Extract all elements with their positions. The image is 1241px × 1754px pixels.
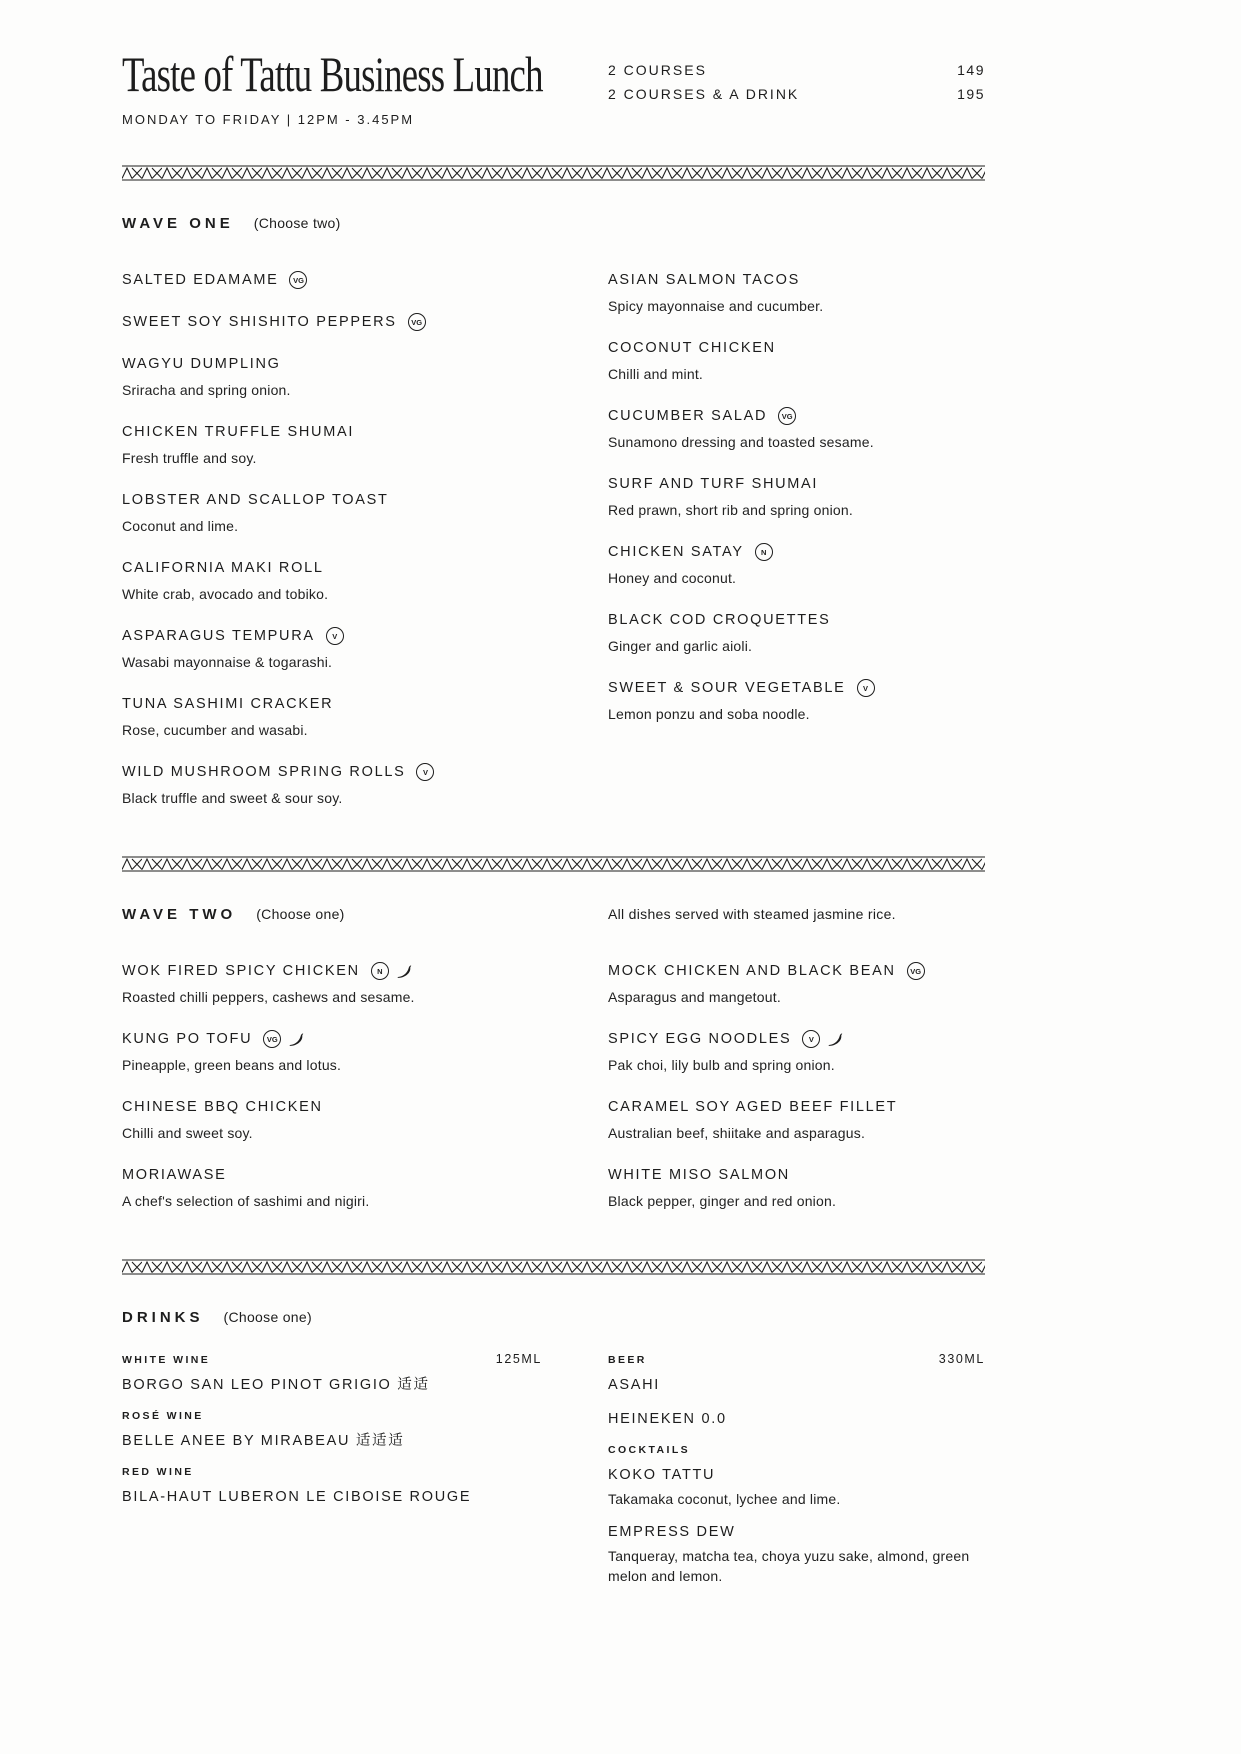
drink-group bbox=[122, 1352, 542, 1396]
decorative-wave-border bbox=[122, 1259, 985, 1275]
dish-description: Sriracha and spring onion. bbox=[122, 382, 291, 398]
drink-column bbox=[122, 1352, 542, 1522]
dish-name-row bbox=[122, 354, 542, 374]
section-wave-one bbox=[122, 215, 985, 830]
dietary-badge: VG bbox=[289, 271, 307, 289]
drink-name: BELLE ANEE BY MIRABEAU 适适适 bbox=[122, 1433, 405, 1449]
dish-name: SPICY EGG NOODLES bbox=[608, 1031, 792, 1047]
menu-item bbox=[122, 961, 542, 1007]
dish-name-row bbox=[122, 762, 542, 782]
menu-item bbox=[122, 354, 542, 400]
dish-description: Pineapple, green beans and lotus. bbox=[122, 1057, 342, 1073]
dish-name: SURF AND TURF SHUMAI bbox=[608, 476, 819, 492]
section-title: DRINKS bbox=[122, 1309, 204, 1326]
dish-name: BLACK COD CROQUETTES bbox=[608, 612, 831, 628]
menu-item bbox=[122, 1097, 542, 1143]
drink-description: Takamaka coconut, lychee and lime. bbox=[608, 1491, 841, 1507]
section-title-row bbox=[122, 906, 542, 923]
dish-name-row bbox=[608, 1165, 985, 1185]
chilli-icon bbox=[288, 1031, 304, 1047]
menu-item bbox=[608, 610, 985, 656]
drink-group-header bbox=[608, 1444, 985, 1456]
menu-item bbox=[122, 1029, 542, 1075]
dish-description: Chilli and mint. bbox=[608, 366, 704, 382]
dish-name-row bbox=[608, 678, 985, 698]
dish-description: Roasted chilli peppers, cashews and sesame. bbox=[122, 989, 415, 1005]
dietary-badge: VG bbox=[408, 313, 426, 331]
dish-name: WHITE MISO SALMON bbox=[608, 1167, 790, 1183]
wave-pattern-icon bbox=[122, 856, 985, 872]
dish-description: Lemon ponzu and soba noodle. bbox=[608, 706, 810, 722]
drink-column bbox=[608, 1352, 985, 1600]
drink-group-header bbox=[122, 1352, 542, 1366]
dish-description: Black pepper, ginger and red onion. bbox=[608, 1193, 837, 1209]
drink-item bbox=[122, 1431, 542, 1452]
dish-description: Pak choi, lily bulb and spring onion. bbox=[608, 1057, 835, 1073]
dietary-badge: VG bbox=[263, 1030, 281, 1048]
dish-name: SALTED EDAMAME bbox=[122, 272, 279, 288]
header bbox=[122, 46, 985, 127]
drink-name: ASAHI bbox=[608, 1377, 661, 1393]
dietary-badge: N bbox=[755, 543, 773, 561]
dietary-badge: N bbox=[371, 962, 389, 980]
drink-name: EMPRESS DEW bbox=[608, 1524, 736, 1540]
dish-name: MORIAWASE bbox=[122, 1167, 227, 1183]
chilli-icon bbox=[396, 963, 412, 979]
serving-size-label: 125ML bbox=[495, 1352, 542, 1366]
dish-name: CALIFORNIA MAKI ROLL bbox=[122, 560, 324, 576]
dish-name: WAGYU DUMPLING bbox=[122, 356, 281, 372]
menu-item bbox=[122, 762, 542, 808]
menu-item bbox=[122, 1165, 542, 1211]
section-hint: (Choose one) bbox=[256, 906, 345, 922]
price-row bbox=[608, 86, 985, 102]
price-label: 2 COURSES & A DRINK bbox=[608, 86, 800, 102]
section-header bbox=[122, 1309, 985, 1326]
drink-group bbox=[122, 1410, 542, 1452]
menu-item bbox=[608, 406, 985, 452]
dish-name-row bbox=[122, 312, 542, 332]
dish-name-row bbox=[122, 422, 542, 442]
dish-name-row bbox=[122, 1097, 542, 1117]
section-header bbox=[122, 215, 985, 232]
menu-item bbox=[608, 542, 985, 588]
dish-name-row bbox=[122, 961, 542, 981]
drink-group bbox=[608, 1444, 985, 1586]
dish-name-row bbox=[608, 474, 985, 494]
dish-name: SWEET & SOUR VEGETABLE bbox=[608, 680, 846, 696]
dish-name: KUNG PO TOFU bbox=[122, 1031, 253, 1047]
menu-item bbox=[122, 312, 542, 332]
price-row bbox=[608, 62, 985, 78]
dish-name-row bbox=[122, 1029, 542, 1049]
dish-name: CHICKEN SATAY bbox=[608, 544, 744, 560]
section-title-row bbox=[122, 1309, 542, 1326]
dietary-badge: V bbox=[802, 1030, 820, 1048]
dish-name-row bbox=[608, 961, 985, 981]
menu-item bbox=[608, 1029, 985, 1075]
drink-item bbox=[608, 1409, 985, 1430]
menu-item bbox=[122, 490, 542, 536]
dish-name: ASIAN SALMON TACOS bbox=[608, 272, 801, 288]
dish-name-row bbox=[608, 270, 985, 290]
drink-category-label: BEER bbox=[608, 1354, 647, 1366]
dish-name: CHICKEN TRUFFLE SHUMAI bbox=[122, 424, 355, 440]
title-block bbox=[122, 46, 608, 127]
dish-description: Ginger and garlic aioli. bbox=[608, 638, 753, 654]
dish-column bbox=[608, 270, 985, 746]
section-note: All dishes served with steamed jasmine rice. bbox=[608, 906, 896, 922]
menu-content bbox=[122, 0, 985, 1600]
menu-item bbox=[608, 678, 985, 724]
dish-column bbox=[122, 961, 542, 1233]
dish-name: TUNA SASHIMI CRACKER bbox=[122, 696, 334, 712]
drink-item bbox=[122, 1487, 542, 1508]
dish-description: Spicy mayonnaise and cucumber. bbox=[608, 298, 824, 314]
drink-name: BILA-HAUT LUBERON LE CIBOISE ROUGE bbox=[122, 1489, 472, 1505]
pricing-block bbox=[608, 50, 985, 110]
dish-columns bbox=[122, 961, 985, 1233]
drink-category-label: ROSÉ WINE bbox=[122, 1410, 204, 1422]
dish-name: ASPARAGUS TEMPURA bbox=[122, 628, 315, 644]
dish-description: A chef's selection of sashimi and nigiri. bbox=[122, 1193, 370, 1209]
wave-pattern-icon bbox=[122, 165, 985, 181]
dish-name-row bbox=[608, 406, 985, 426]
menu-item bbox=[608, 1165, 985, 1211]
dish-name: WILD MUSHROOM SPRING ROLLS bbox=[122, 764, 406, 780]
dish-name-row bbox=[122, 694, 542, 714]
dietary-badge: V bbox=[416, 763, 434, 781]
dish-name: WOK FIRED SPICY CHICKEN bbox=[122, 963, 360, 979]
drink-name: BORGO SAN LEO PINOT GRIGIO 适适 bbox=[122, 1377, 430, 1393]
menu-item bbox=[608, 961, 985, 1007]
drink-item bbox=[608, 1522, 985, 1586]
drink-group-header bbox=[122, 1466, 542, 1478]
dish-description: Wasabi mayonnaise & togarashi. bbox=[122, 654, 333, 670]
dish-name-row bbox=[122, 490, 542, 510]
chilli-icon bbox=[827, 1031, 843, 1047]
drink-group bbox=[608, 1352, 985, 1430]
drink-category-label: RED WINE bbox=[122, 1466, 194, 1478]
drink-item bbox=[608, 1465, 985, 1509]
dish-column bbox=[608, 961, 985, 1233]
menu-item bbox=[608, 270, 985, 316]
section-title: WAVE ONE bbox=[122, 215, 234, 232]
dietary-badge: VG bbox=[778, 407, 796, 425]
menu-item bbox=[608, 474, 985, 520]
menu-item bbox=[122, 694, 542, 740]
dish-description: Coconut and lime. bbox=[122, 518, 239, 534]
dish-name-row bbox=[608, 338, 985, 358]
section-title: WAVE TWO bbox=[122, 906, 237, 923]
dish-name: CARAMEL SOY AGED BEEF FILLET bbox=[608, 1099, 898, 1115]
wave-pattern-icon bbox=[122, 1259, 985, 1275]
price-value: 195 bbox=[957, 86, 985, 102]
dish-name-row bbox=[608, 1097, 985, 1117]
drink-item bbox=[122, 1375, 542, 1396]
section-drinks bbox=[122, 1309, 985, 1600]
dish-name-row bbox=[608, 542, 985, 562]
drink-group-header bbox=[122, 1410, 542, 1422]
dish-name-row bbox=[608, 1029, 985, 1049]
dish-name-row bbox=[608, 610, 985, 630]
section-hint: (Choose one) bbox=[223, 1309, 312, 1325]
dish-name-row bbox=[122, 270, 542, 290]
section-wave-two bbox=[122, 906, 985, 1233]
drink-name: HEINEKEN 0.0 bbox=[608, 1411, 727, 1427]
price-label: 2 COURSES bbox=[608, 62, 707, 78]
dish-name: SWEET SOY SHISHITO PEPPERS bbox=[122, 314, 397, 330]
dish-name-row bbox=[122, 626, 542, 646]
drink-description: Tanqueray, matcha tea, choya yuzu sake, almond, green melon and lemon. bbox=[608, 1548, 970, 1584]
dish-description: Sunamono dressing and toasted sesame. bbox=[608, 434, 874, 450]
menu-item bbox=[608, 338, 985, 384]
dish-columns bbox=[122, 270, 985, 830]
drink-category-label: WHITE WINE bbox=[122, 1354, 211, 1366]
page-title: Taste of Tattu Business Lunch bbox=[122, 46, 543, 102]
section-hint: (Choose two) bbox=[253, 215, 341, 231]
dish-description: Black truffle and sweet & sour soy. bbox=[122, 790, 343, 806]
dish-name-row bbox=[122, 1165, 542, 1185]
dish-description: Red prawn, short rib and spring onion. bbox=[608, 502, 853, 518]
dish-description: Chilli and sweet soy. bbox=[122, 1125, 253, 1141]
dish-description: Asparagus and mangetout. bbox=[608, 989, 781, 1005]
dish-description: Honey and coconut. bbox=[608, 570, 737, 586]
serving-size-label: 330ML bbox=[938, 1352, 985, 1366]
menu-item bbox=[122, 422, 542, 468]
dish-description: Australian beef, shiitake and asparagus. bbox=[608, 1125, 866, 1141]
dish-column bbox=[122, 270, 542, 830]
menu-item bbox=[122, 270, 542, 290]
dish-name: LOBSTER AND SCALLOP TOAST bbox=[122, 492, 389, 508]
drink-item bbox=[608, 1375, 985, 1396]
menu-item bbox=[122, 626, 542, 672]
menu-item bbox=[122, 558, 542, 604]
dish-name: MOCK CHICKEN AND BLACK BEAN bbox=[608, 963, 896, 979]
menu-item bbox=[608, 1097, 985, 1143]
section-title-row bbox=[122, 215, 542, 232]
dish-name-row bbox=[122, 558, 542, 578]
dish-name: CHINESE BBQ CHICKEN bbox=[122, 1099, 323, 1115]
decorative-wave-border bbox=[122, 856, 985, 872]
drink-group-header bbox=[608, 1352, 985, 1366]
drink-category-label: COCKTAILS bbox=[608, 1444, 691, 1456]
dietary-badge: V bbox=[326, 627, 344, 645]
dish-description: Fresh truffle and soy. bbox=[122, 450, 257, 466]
drink-group bbox=[122, 1466, 542, 1508]
section-header bbox=[122, 906, 985, 923]
drink-columns bbox=[122, 1352, 985, 1600]
dish-description: White crab, avocado and tobiko. bbox=[122, 586, 329, 602]
drink-name: KOKO TATTU bbox=[608, 1467, 716, 1483]
dish-name: COCONUT CHICKEN bbox=[608, 340, 776, 356]
dietary-badge: VG bbox=[907, 962, 925, 980]
dish-description: Rose, cucumber and wasabi. bbox=[122, 722, 308, 738]
dish-name: CUCUMBER SALAD bbox=[608, 408, 768, 424]
service-hours: MONDAY TO FRIDAY | 12PM - 3.45PM bbox=[122, 112, 415, 127]
price-value: 149 bbox=[957, 62, 985, 78]
dietary-badge: V bbox=[857, 679, 875, 697]
decorative-wave-border bbox=[122, 165, 985, 181]
